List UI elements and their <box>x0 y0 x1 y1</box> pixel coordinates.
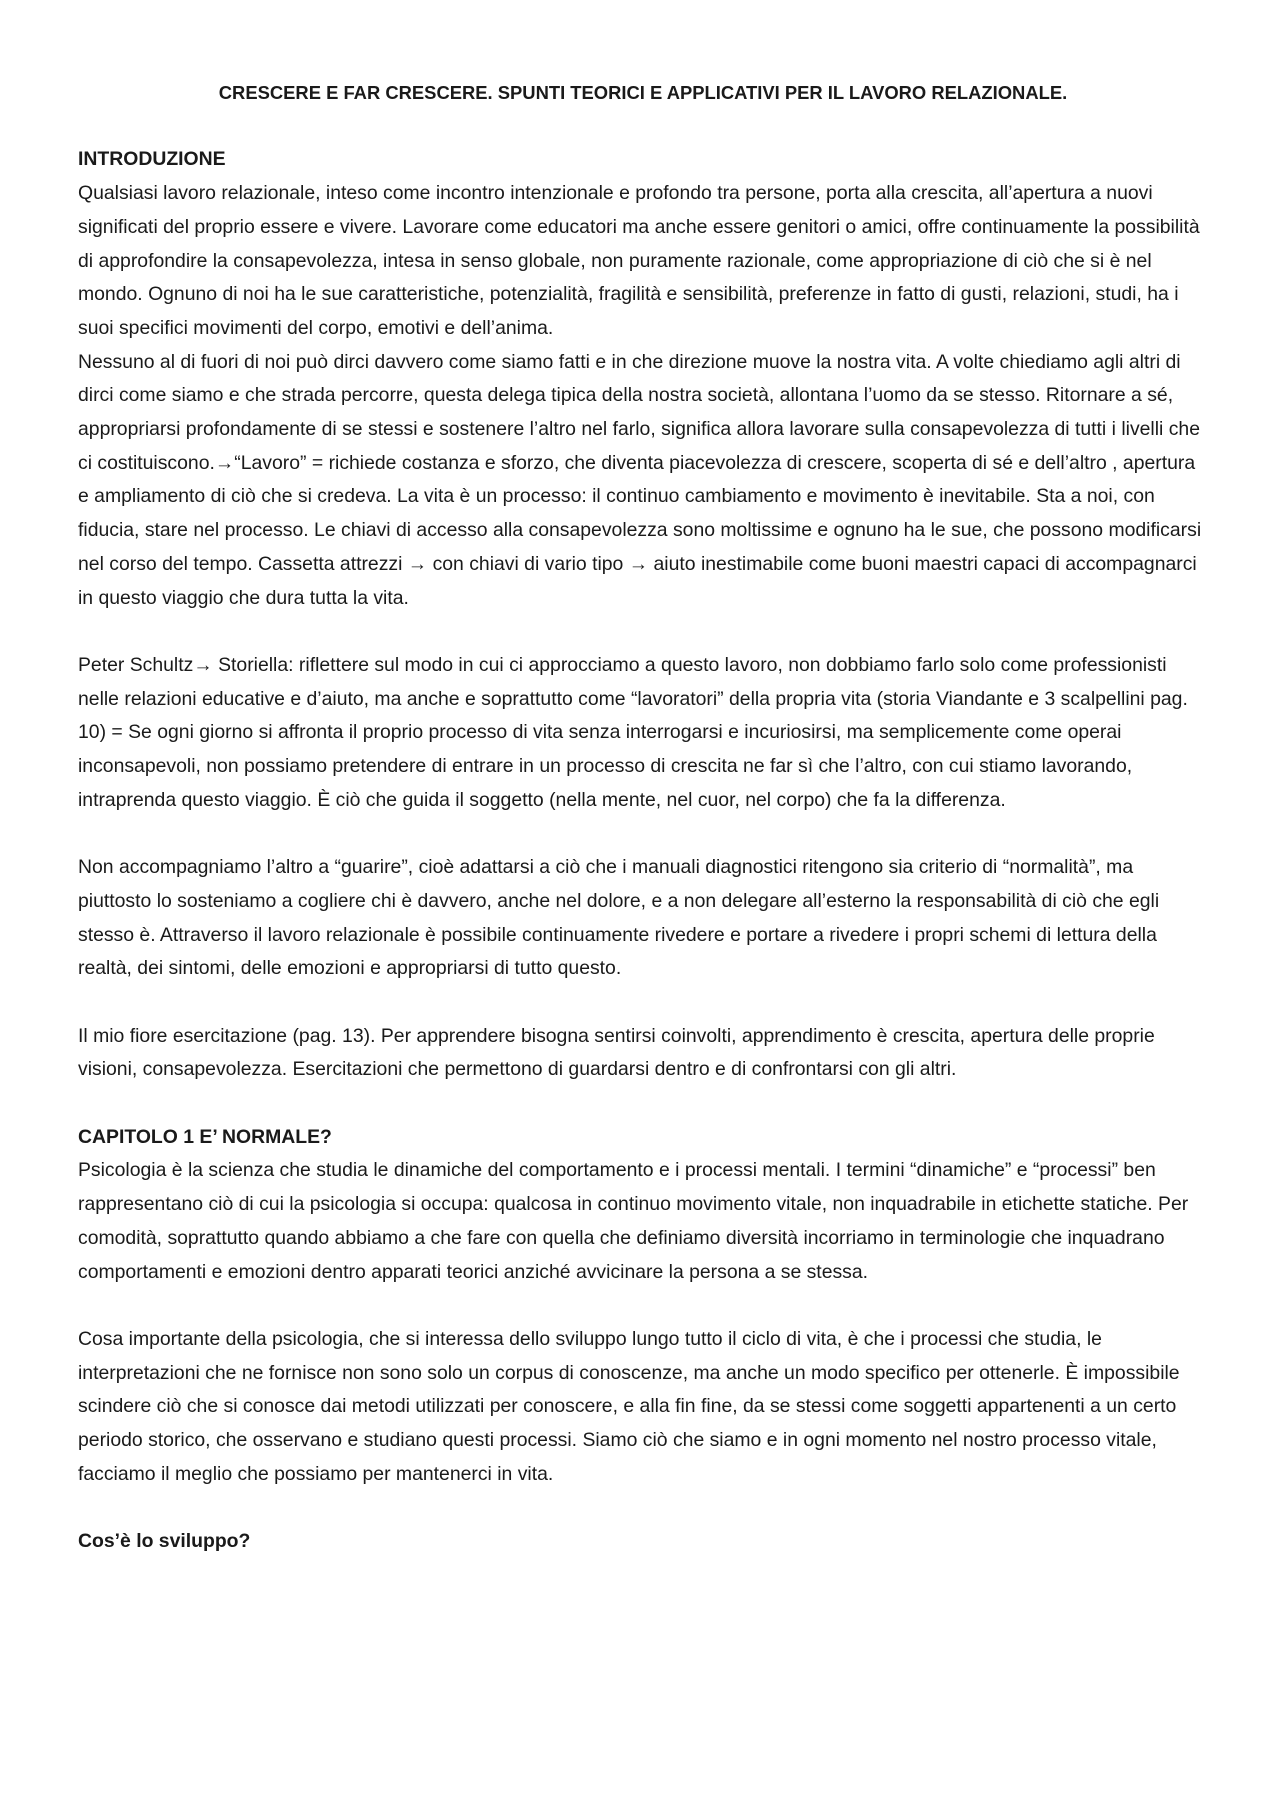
chapter1-heading: CAPITOLO 1 E’ NORMALE? <box>78 1125 332 1148</box>
paragraph-gap <box>78 615 1208 649</box>
chapter1-paragraph-2: Cosa importante della psicologia, che si interessa dello sviluppo lungo tutto il ciclo di vita, è che i processi che studia, le interpretazioni che ne fornisce non sono solo un corpus di conoscenze, ma anche un modo specifico per ottenerle. È impossibile scindere ciò che si conosce dai metodi utilizzati per conoscere, e alla fin fine, da se stessi come soggetti appartenenti a un certo periodo storico, che osservano e studiano questi processi. Siamo ciò che siamo e in ogni momento nel nostro processo vitale, facciamo il meglio che possiamo per mantenerci in vita. <box>78 1327 1180 1485</box>
document-title: CRESCERE E FAR CRESCERE. SPUNTI TEORICI E APPLICATIVI PER IL LAVORO RELAZIONALE. <box>218 82 1068 103</box>
intro-heading: INTRODUZIONE <box>78 148 226 171</box>
intro-paragraph-2: Nessuno al di fuori di noi può dirci davvero come siamo fatti e in che direzione muove la nostra vita. A volte chiediamo agli altri di dirci come siamo e che strada percorre, questa delega tipica della nostra società, allontana l’uomo da se stesso. Ritornare a sé, appropriarsi profondamente di se stessi e sostenere l’altro nel farlo, significa allora lavorare sulla consapevolezza di tutti i livelli che ci costituiscono.→“Lavoro” = richiede costanza e sforzo, che diventa piacevolezza di crescere, scoperta di sé e dell’altro , apertura e ampliamento di ciò che si credeva. La vita è un processo: il continuo cambiamento e movimento è inevitabile. Sta a noi, con fiducia, stare nel processo. Le chiavi di accesso alla consapevolezza sono moltissime e ognuno ha le sue, che possono modificarsi nel corso del tempo. Cassetta attrezzi → con chiavi di vario tipo → aiuto inestimabile come buoni maestri capaci di accompagnarci in questo viaggio che dura tutta la vita. <box>78 350 1202 609</box>
guarire-paragraph: Non accompagniamo l’altro a “guarire”, cioè adattarsi a ciò che i manuali diagnostici ritengono sia criterio di “normalità”, ma piuttosto lo sosteniamo a cogliere chi è davvero, anche nel dolore, e a non delegare all’esterno la responsabilità di ciò che egli stesso è. Attraverso il lavoro relazionale è possibile continuamente rivedere e portare a rivedere i propri schemi di lettura della realtà, dei sintomi, delle emozioni e appropriarsi di tutto questo. <box>78 856 1160 980</box>
intro-paragraph-1: Qualsiasi lavoro relazionale, inteso come incontro intenzionale e profondo tra persone, porta alla crescita, all’apertura a nuovi significati del proprio essere e vivere. Lavorare come educatori ma anche essere genitori o amici, offre continuamente la possibilità di approfondire la consapevolezza, intesa in senso globale, non puramente razionale, come appropriazione di ciò che si è nel mondo. Ognuno di noi ha le sue caratteristiche, potenzialità, fragilità e sensibilità, preferenze in fatto di gusti, relazioni, studi, ha i suoi specifici movimenti del corpo, emotivi e dell’anima. <box>78 182 1200 339</box>
document-page <box>78 76 1208 1559</box>
paragraph-gap <box>78 1289 1208 1323</box>
paragraph-gap <box>78 986 1208 1020</box>
schultz-paragraph: Peter Schultz→ Storiella: riflettere sul modo in cui ci approcciamo a questo lavoro, non dobbiamo farlo solo come professionisti nelle relazioni educative e d’aiuto, ma anche e soprattutto come “lavoratori” della propria vita (storia Viandante e 3 scalpellini pag. 10) = Se ogni giorno si affronta il proprio processo di vita senza interrogarsi e incuriosirsi, ma semplicemente come operai inconsapevoli, non possiamo pretendere di entrare in un processo di crescita ne far sì che l’altro, con cui stiamo lavorando, intraprenda questo viaggio. È ciò che guida il soggetto (nella mente, nel cuor, nel corpo) che fa la differenza. <box>78 653 1188 811</box>
chapter1-paragraph-1: Psicologia è la scienza che studia le dinamiche del comportamento e i processi mentali. I termini “dinamiche” e “processi” ben rappresentano ciò di cui la psicologia si occupa: qualcosa in continuo movimento vitale, non inquadrabile in etichette statiche. Per comodità, soprattutto quando abbiamo a che fare con quella che definiamo diversità incorriamo in terminologie che inquadrano comportamenti e emozioni dentro apparati teorici anziché avvicinare la persona a se stessa. <box>78 1159 1189 1283</box>
paragraph-gap <box>78 1491 1208 1525</box>
paragraph-gap <box>78 1087 1208 1121</box>
fiore-paragraph: Il mio fiore esercitazione (pag. 13). Per apprendere bisogna sentirsi coinvolti, apprendimento è crescita, apertura delle proprie visioni, consapevolezza. Esercitazioni che permettono di guardarsi dentro e di confrontarsi con gli altri. <box>78 1024 1155 1081</box>
sviluppo-heading: Cos’è lo sviluppo? <box>78 1530 251 1553</box>
paragraph-gap <box>78 817 1208 851</box>
